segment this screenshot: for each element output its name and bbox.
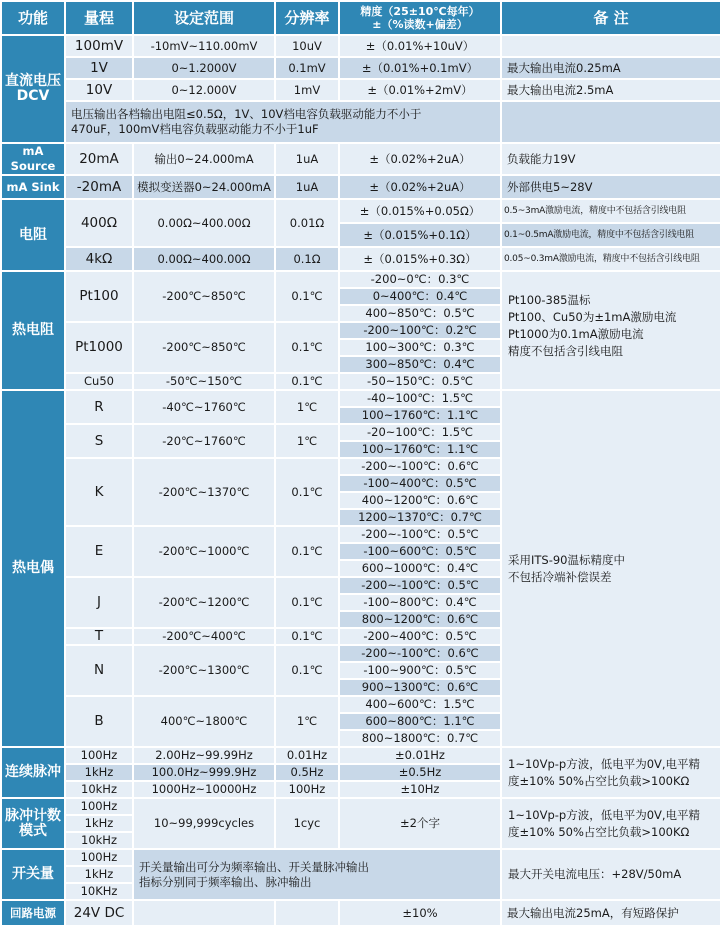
accuracy-cell: 100~300℃：0.3℃ (339, 339, 501, 356)
accuracy-cell: -100~800℃：0.4℃ (339, 594, 501, 611)
header-accuracy-line2: ±（%读数+偏差） (372, 18, 468, 31)
switch-note: 最大开关电流电压：+28V/50mA (501, 849, 720, 900)
accuracy-cell: 600~1000℃：0.4℃ (339, 560, 501, 577)
resolution-cell: 0.1℃ (275, 373, 339, 390)
resolution-cell: 1℃ (275, 424, 339, 458)
setting-cell: -200℃~1300℃ (133, 645, 275, 696)
header-accuracy (339, 1, 501, 35)
table-row (1, 849, 720, 866)
count-notes (501, 798, 720, 849)
resolution-cell: 10uV (275, 35, 339, 57)
setting-cell: 0.00Ω~400.00Ω (133, 199, 275, 247)
accuracy-cell: ±（0.015%+0.1Ω） (339, 223, 501, 247)
count-note-line: 度±10% 50%占空比负载>100KΩ (508, 824, 690, 839)
accuracy-cell: 800~1800℃：0.7℃ (339, 730, 501, 747)
note-cell (501, 35, 720, 57)
tc-notes (501, 390, 720, 747)
accuracy-cell: -200~-100℃：0.5℃ (339, 526, 501, 543)
range-cell: Pt1000 (65, 322, 133, 373)
range-cell: 1kHz (65, 866, 133, 883)
range-cell: N (65, 645, 133, 696)
category-ma-sink: mA Sink (1, 175, 65, 199)
accuracy-cell: ±（0.015%+0.05Ω） (339, 199, 501, 223)
setting-cell: -200℃~1370℃ (133, 458, 275, 526)
accuracy-cell: -50~150℃：0.5℃ (339, 373, 501, 390)
resolution-cell: 0.5Hz (275, 764, 339, 781)
dcv-remark-line2: 470uF，100mV档电容负载驱动能力不小于1uF (71, 122, 319, 136)
accuracy-cell: 800~1200℃：0.6℃ (339, 611, 501, 628)
accuracy-cell: ±10% (339, 900, 501, 926)
category-switch: 开关量 (1, 849, 65, 900)
accuracy-cell: ±0.5Hz (339, 764, 501, 781)
accuracy-cell: ±10Hz (339, 781, 501, 798)
resolution-cell: 0.1℃ (275, 322, 339, 373)
accuracy-cell: 1200~1370℃：0.7℃ (339, 509, 501, 526)
accuracy-cell: 900~1300℃：0.6℃ (339, 679, 501, 696)
switch-desc-line1: 开关量输出可分为频率输出、开关量脉冲输出 (139, 859, 369, 874)
range-cell: 100Hz (65, 849, 133, 866)
range-cell: T (65, 628, 133, 645)
setting-cell: -40℃~1760℃ (133, 390, 275, 424)
accuracy-cell: ±（0.01%+0.1mV） (339, 57, 501, 79)
resolution-cell: 0.1℃ (275, 645, 339, 696)
category-dcv-line1: 直流电压 (5, 73, 61, 89)
resolution-cell: 1℃ (275, 696, 339, 747)
accuracy-cell: ±（0.01%+10uV） (339, 35, 501, 57)
resolution-cell: 1mV (275, 79, 339, 101)
setting-cell: 100.0Hz~999.9Hz (133, 764, 275, 781)
category-loop-power: 回路电源 (1, 900, 65, 926)
rtd-note-line: 精度不包括含引线电阻 (508, 344, 623, 358)
range-cell: B (65, 696, 133, 747)
range-cell: 24V DC (65, 900, 133, 926)
header-setting: 设定范围 (133, 1, 275, 35)
accuracy-cell: 0~400℃：0.4℃ (339, 288, 501, 305)
tc-note-line: 不包括冷端补偿误差 (508, 569, 612, 584)
accuracy-cell: 300~850℃：0.4℃ (339, 356, 501, 373)
resolution-cell (275, 900, 339, 926)
note-cell (501, 101, 720, 143)
table-row (1, 35, 720, 57)
pulse-notes (501, 747, 720, 798)
accuracy-cell: -100~900℃：0.5℃ (339, 662, 501, 679)
setting-cell: 0~1.2000V (133, 57, 275, 79)
range-cell: Pt100 (65, 271, 133, 322)
resolution-cell: 0.01Ω (275, 199, 339, 247)
resolution-cell: 1uA (275, 175, 339, 199)
dcv-remark (65, 101, 501, 143)
range-cell: 1kHz (65, 764, 133, 781)
resolution-cell: 0.1℃ (275, 577, 339, 628)
accuracy-cell: 100~1760℃：1.1℃ (339, 407, 501, 424)
range-cell: E (65, 526, 133, 577)
accuracy-cell: ±（0.02%+2uA） (339, 175, 501, 199)
dcv-remark-line1: 电压输出各档输出电阻≤0.5Ω，1V、10V档电容负载驱动能力不小于 (71, 107, 422, 121)
resolution-cell: 100Hz (275, 781, 339, 798)
category-dcv (1, 35, 65, 143)
setting-cell: 模拟变送器0~24.000mA (133, 175, 275, 199)
accuracy-cell: -100~600℃：0.5℃ (339, 543, 501, 560)
range-cell: 10KHz (65, 883, 133, 900)
accuracy-cell: 400~600℃：1.5℃ (339, 696, 501, 713)
table-row (1, 247, 720, 271)
setting-cell: -10mV~110.00mV (133, 35, 275, 57)
table-row (1, 175, 720, 199)
range-cell: 1V (65, 57, 133, 79)
range-cell: 10kHz (65, 781, 133, 798)
table-row (1, 390, 720, 407)
header-accuracy-line1: 精度（25±10℃每年） (360, 5, 480, 18)
header-row (1, 1, 720, 35)
resolution-cell: 1℃ (275, 390, 339, 424)
header-resolution: 分辨率 (275, 1, 339, 35)
note-cell: 最大输出电流25mA，有短路保护 (501, 900, 720, 926)
pulse-note-line: 1~10Vp-p方波，低电平为0V,电平精 (508, 756, 701, 771)
rtd-note-line: Pt100、Cu50为±1mA激励电流 (508, 310, 677, 324)
resolution-cell: 0.1℃ (275, 458, 339, 526)
note-cell: 负载能力19V (501, 143, 720, 175)
rtd-notes (501, 271, 720, 390)
range-cell: 100mV (65, 35, 133, 57)
category-pulse-count-line1: 脉冲计数 (5, 807, 61, 824)
setting-cell: 输出0~24.000mA (133, 143, 275, 175)
resolution-cell: 0.1℃ (275, 526, 339, 577)
accuracy-cell: 400~850℃：0.5℃ (339, 305, 501, 322)
range-cell: K (65, 458, 133, 526)
category-pulse: 连续脉冲 (1, 747, 65, 798)
range-cell: 400Ω (65, 199, 133, 247)
range-cell: S (65, 424, 133, 458)
tc-note-line: 采用ITS-90温标精度中 (508, 552, 625, 567)
range-cell: 10kHz (65, 832, 133, 849)
accuracy-cell: -200~0℃：0.3℃ (339, 271, 501, 288)
range-cell: 10V (65, 79, 133, 101)
range-cell: 4kΩ (65, 247, 133, 271)
accuracy-cell: -200~400℃：0.5℃ (339, 628, 501, 645)
range-cell: 1kHz (65, 815, 133, 832)
setting-cell: -200℃~850℃ (133, 271, 275, 322)
note-cell: 最大输出电流0.25mA (501, 57, 720, 79)
accuracy-cell: -200~-100℃：0.6℃ (339, 458, 501, 475)
table-row (1, 143, 720, 175)
setting-cell: -200℃~1000℃ (133, 526, 275, 577)
note-cell: 0.05~0.3mA激励电流，精度中不包括含引线电阻 (501, 247, 720, 271)
setting-cell: -50℃~150℃ (133, 373, 275, 390)
resolution-cell: 1uA (275, 143, 339, 175)
setting-cell: 0~12.000V (133, 79, 275, 101)
setting-cell: 0.00Ω~400.00Ω (133, 247, 275, 271)
accuracy-cell: -200~-100℃：0.5℃ (339, 577, 501, 594)
resolution-cell: 1cyc (275, 798, 339, 849)
setting-cell: -20℃~1760℃ (133, 424, 275, 458)
pulse-note-line: 度±10% 50%占空比负载>100KΩ (508, 773, 690, 788)
accuracy-cell: -100~400℃：0.5℃ (339, 475, 501, 492)
accuracy-cell: -200~-100℃：0.6℃ (339, 645, 501, 662)
accuracy-cell: ±2个字 (339, 798, 501, 849)
accuracy-cell: ±（0.01%+2mV） (339, 79, 501, 101)
setting-cell: -200℃~400℃ (133, 628, 275, 645)
resolution-cell: 0.1℃ (275, 271, 339, 322)
category-dcv-line2: DCV (16, 88, 50, 104)
category-pulse-count-line2: 模式 (19, 822, 47, 839)
range-cell: J (65, 577, 133, 628)
setting-cell: 400℃~1800℃ (133, 696, 275, 747)
category-resistance: 电阻 (1, 199, 65, 271)
category-thermocouple: 热电偶 (1, 390, 65, 747)
table-row (1, 900, 720, 926)
resolution-cell: 0.01Hz (275, 747, 339, 764)
setting-cell: -200℃~850℃ (133, 322, 275, 373)
setting-cell: -200℃~1200℃ (133, 577, 275, 628)
table-row (1, 271, 720, 288)
accuracy-cell: 100~1760℃：1.1℃ (339, 441, 501, 458)
accuracy-cell: -200~100℃：0.2℃ (339, 322, 501, 339)
switch-desc (133, 849, 501, 900)
header-range: 量程 (65, 1, 133, 35)
accuracy-cell: 400~1200℃：0.6℃ (339, 492, 501, 509)
accuracy-cell: -40~100℃：1.5℃ (339, 390, 501, 407)
table-row (1, 57, 720, 79)
category-rtd: 热电阻 (1, 271, 65, 390)
table-row (1, 79, 720, 101)
resolution-cell: 0.1℃ (275, 628, 339, 645)
note-cell: 0.5~3mA激励电流，精度中不包括含引线电阻 (501, 199, 720, 223)
accuracy-cell: 600~800℃：1.1℃ (339, 713, 501, 730)
switch-desc-line2: 指标分别同于频率输出、脉冲输出 (139, 874, 312, 889)
header-function: 功能 (1, 1, 65, 35)
category-pulse-count (1, 798, 65, 849)
setting-cell (133, 900, 275, 926)
range-cell: -20mA (65, 175, 133, 199)
setting-cell: 2.00Hz~99.99Hz (133, 747, 275, 764)
rtd-note-line: Pt100-385温标 (508, 293, 591, 307)
note-cell: 最大输出电流2.5mA (501, 79, 720, 101)
header-notes: 备 注 (501, 1, 720, 35)
table-row (1, 101, 720, 143)
table-row (1, 747, 720, 764)
count-note-line: 1~10Vp-p方波，低电平为0V,电平精 (508, 807, 701, 822)
setting-cell: 10~99,999cycles (133, 798, 275, 849)
note-cell: 外部供电5~28V (501, 175, 720, 199)
rtd-note-line: Pt1000为0.1mA激励电流 (508, 327, 644, 341)
accuracy-cell: ±0.01Hz (339, 747, 501, 764)
range-cell: Cu50 (65, 373, 133, 390)
table-row (1, 798, 720, 815)
accuracy-cell: ±（0.02%+2uA） (339, 143, 501, 175)
resolution-cell: 0.1mV (275, 57, 339, 79)
range-cell: 100Hz (65, 798, 133, 815)
accuracy-cell: -20~100℃：1.5℃ (339, 424, 501, 441)
note-cell: 0.1~0.5mA激励电流，精度中不包括含引线电阻 (501, 223, 720, 247)
category-ma-source: mA Source (1, 143, 65, 175)
resolution-cell: 0.1Ω (275, 247, 339, 271)
accuracy-cell: ±（0.015%+0.3Ω） (339, 247, 501, 271)
range-cell: 100Hz (65, 747, 133, 764)
table-row (1, 199, 720, 223)
range-cell: R (65, 390, 133, 424)
range-cell: 20mA (65, 143, 133, 175)
setting-cell: 1000Hz~10000Hz (133, 781, 275, 798)
